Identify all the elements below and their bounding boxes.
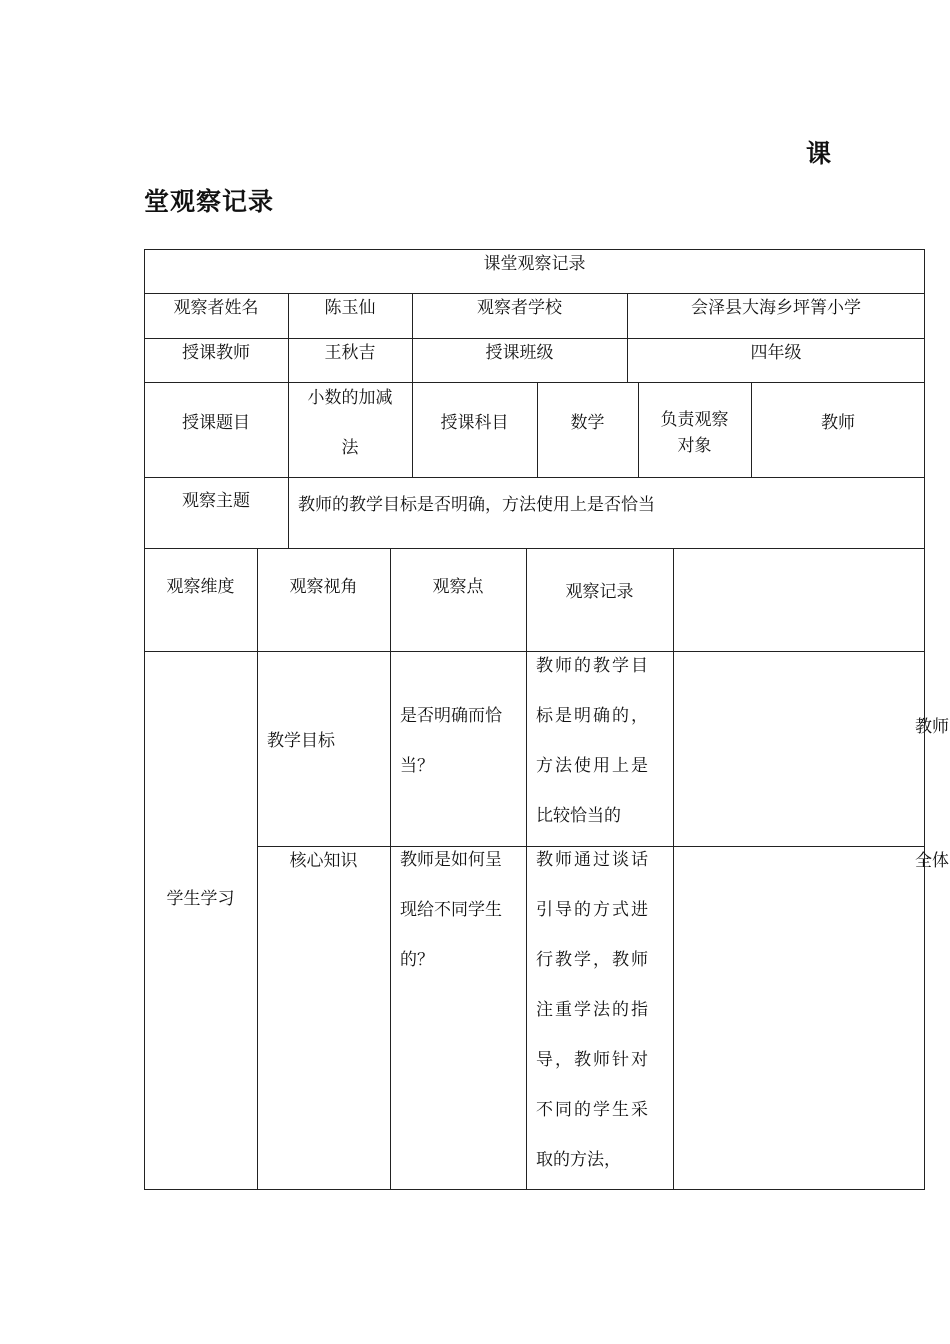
topic-line: 小数的加减 bbox=[307, 388, 393, 408]
table-border-line bbox=[144, 382, 925, 383]
table-border-line bbox=[144, 338, 925, 339]
col-dimension: 观察维度 bbox=[166, 577, 235, 597]
row2-record-line: 教师通过谈话 bbox=[536, 850, 650, 870]
table-border-line bbox=[673, 548, 674, 1190]
row1-point-line: 是否明确而恰 bbox=[400, 706, 502, 726]
topic-label: 授课题目 bbox=[182, 413, 250, 433]
observer-school: 会泽县大海乡坪箐小学 bbox=[691, 298, 861, 318]
row1-point-line: 当？ bbox=[400, 756, 434, 776]
table-border-line bbox=[144, 249, 145, 1190]
col-point: 观察点 bbox=[432, 577, 484, 597]
row2-record-line: 行教学，教师 bbox=[536, 950, 650, 970]
row1-record-line: 标是明确的， bbox=[536, 706, 650, 726]
row2-record-line: 注重学法的指 bbox=[536, 1000, 650, 1020]
observer-name: 陈玉仙 bbox=[324, 298, 376, 318]
row2-point-line: 教师是如何呈 bbox=[400, 850, 502, 870]
teacher-label: 授课教师 bbox=[182, 343, 250, 363]
target-value: 教师 bbox=[821, 413, 855, 433]
table-border-line bbox=[288, 477, 289, 549]
table-border-line bbox=[144, 548, 925, 549]
col-record: 观察记录 bbox=[565, 582, 634, 602]
teacher-name: 王秋吉 bbox=[324, 343, 376, 363]
topic-line: 法 bbox=[341, 438, 359, 458]
subject-label: 授课科目 bbox=[440, 413, 509, 433]
dimension-value: 学生学习 bbox=[166, 889, 235, 909]
table-border-line bbox=[144, 1189, 925, 1190]
row2-point-line: 的？ bbox=[400, 950, 434, 970]
theme-label: 观察主题 bbox=[182, 491, 250, 511]
doc-title-part2: 堂观察记录 bbox=[144, 187, 275, 216]
row1-angle: 教学目标 bbox=[267, 731, 335, 751]
observer-name-label: 观察者姓名 bbox=[173, 298, 259, 318]
table-border-line bbox=[144, 651, 925, 652]
table-border-line bbox=[638, 382, 639, 478]
class-value: 四年级 bbox=[750, 343, 802, 363]
table-border-line bbox=[390, 548, 391, 1190]
row1-record-line: 方法使用上是 bbox=[536, 756, 650, 776]
row1-record-line: 比较恰当的 bbox=[536, 806, 621, 826]
row2-overflow-text: 全体 bbox=[915, 851, 949, 871]
target-label-line: 对象 bbox=[677, 436, 712, 456]
row2-record-line: 取的方法， bbox=[536, 1150, 621, 1170]
table-header: 课堂观察记录 bbox=[483, 254, 586, 274]
row2-record-line: 导，教师针对 bbox=[536, 1050, 650, 1070]
table-border-line bbox=[526, 548, 527, 1190]
row2-point-line: 现给不同学生 bbox=[400, 900, 502, 920]
table-border-line bbox=[144, 249, 925, 250]
theme-value: 教师的教学目标是否明确，方法使用上是否恰当 bbox=[298, 495, 655, 515]
table-border-line bbox=[144, 293, 925, 294]
row2-record-line: 引导的方式进 bbox=[536, 900, 650, 920]
table-border-line bbox=[144, 477, 925, 478]
row2-record-line: 不同的学生采 bbox=[536, 1100, 650, 1120]
subject-value: 数学 bbox=[570, 413, 605, 433]
row1-record-line: 教师的教学目 bbox=[536, 656, 650, 676]
doc-title-part1: 课 bbox=[806, 139, 833, 168]
col-angle: 观察视角 bbox=[289, 577, 358, 597]
target-label-line: 负责观察 bbox=[660, 410, 729, 430]
row2-angle: 核心知识 bbox=[289, 851, 358, 871]
class-label: 授课班级 bbox=[485, 343, 554, 363]
observer-school-label: 观察者学校 bbox=[477, 298, 562, 318]
row1-overflow-text: 教师 bbox=[915, 717, 949, 737]
